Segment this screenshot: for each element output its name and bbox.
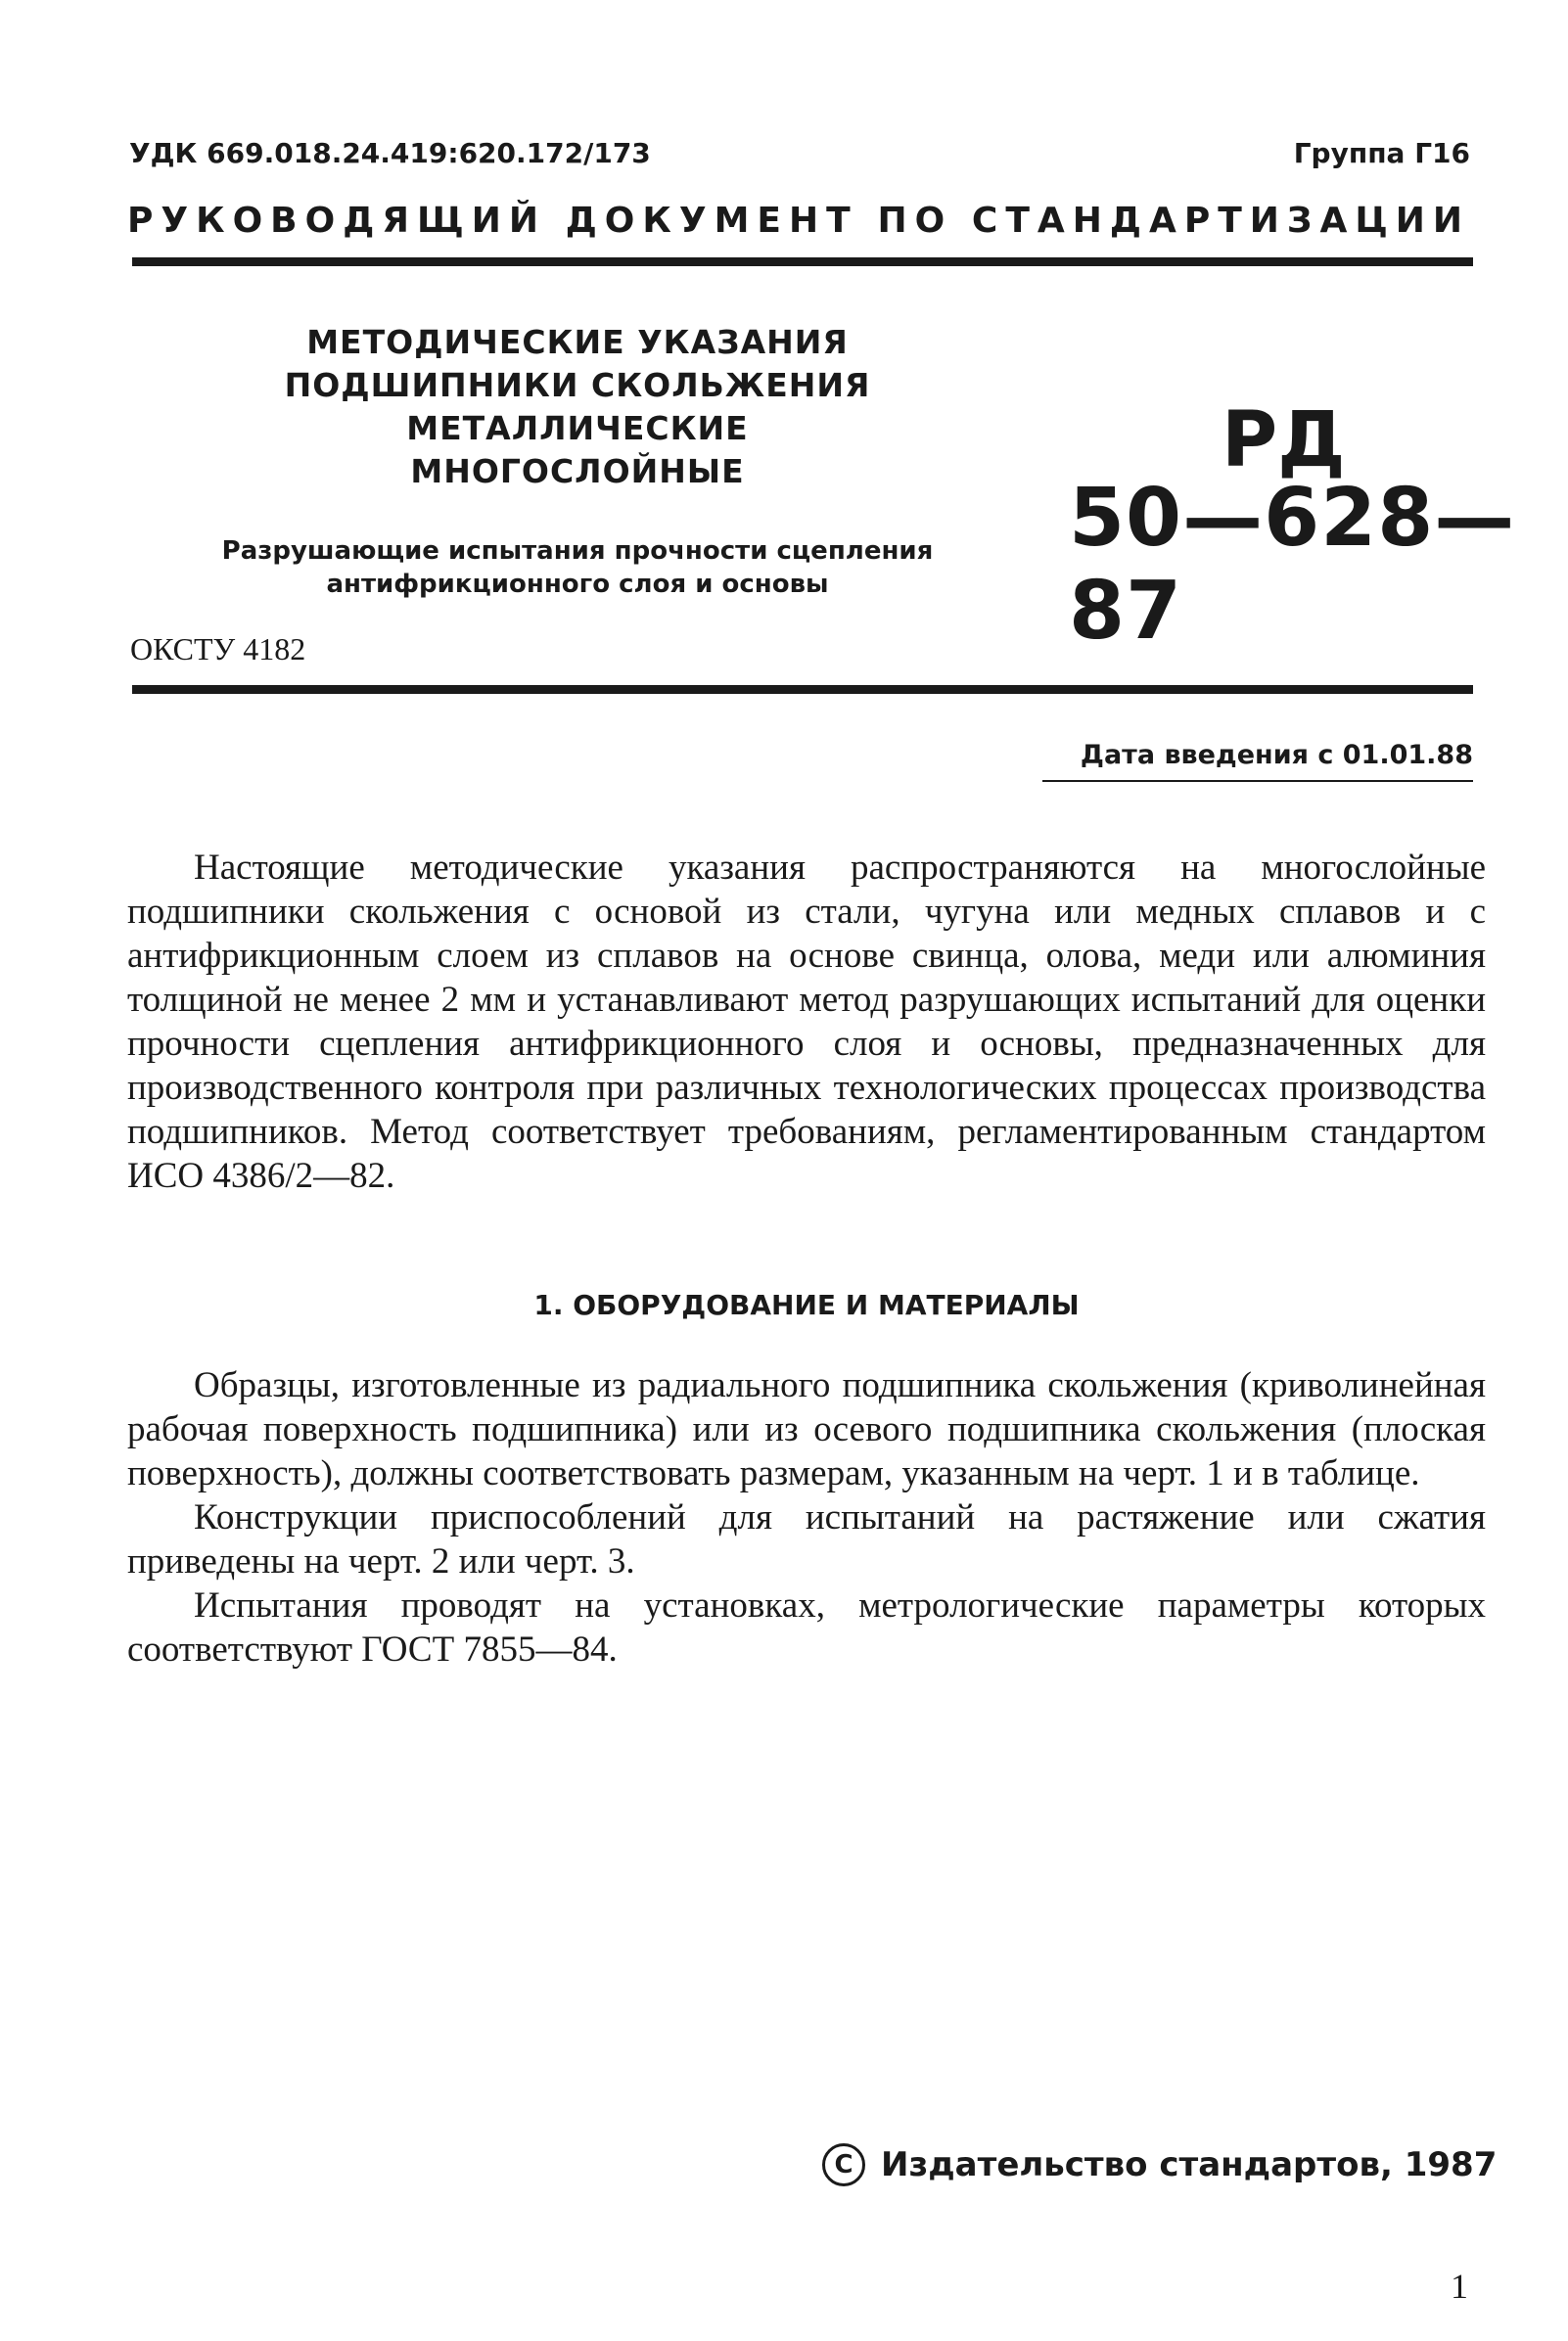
- banner-word: ПО: [877, 201, 953, 241]
- title-line: ПОДШИПНИКИ СКОЛЬЖЕНИЯ МЕТАЛЛИЧЕСКИЕ: [284, 366, 871, 447]
- group-code: Группа Г16: [1293, 137, 1470, 169]
- document-code-number: 50—628—87: [1069, 472, 1516, 658]
- copyright-icon: C: [822, 2143, 865, 2186]
- document-code-label: РД: [1222, 396, 1346, 484]
- title-divider: [132, 685, 1473, 694]
- title-line: МНОГОСЛОЙНЫЕ: [410, 452, 745, 490]
- banner-word: СТАНДАРТИЗАЦИИ: [971, 201, 1470, 241]
- section-paragraph: Испытания проводят на установках, метрологические параметры которых соответствуют ГОСТ 7855—84.: [127, 1585, 1486, 1670]
- effective-date: Дата введения с 01.01.88: [1042, 740, 1473, 782]
- top-divider: [132, 257, 1473, 266]
- section-heading: 1. ОБОРУДОВАНИЕ И МАТЕРИАЛЫ: [533, 1289, 1080, 1321]
- udk-code: УДК 669.018.24.419:620.172/173: [129, 137, 651, 169]
- intro-paragraph: Настоящие методические указания распространяются на многослойные подшипники скольжения с основой из стали, чугуна или медных сплавов и с антифрикционным слоем из сплавов на основе свинца, олова, меди или алюминия толщиной не менее 2 мм и устанавливают метод разрушающих испытаний для оценки прочности сцепления антифрикционного слоя и основы, предназначенных для производственного контроля при различных технологических процессах производства подшипников. Метод соответствует требованиям, регламентированным стандартом ИСО 4386/2—82.: [127, 848, 1486, 1196]
- banner-word: РУКОВОДЯЩИЙ: [127, 201, 546, 241]
- copyright-text: Издательство стандартов, 1987: [881, 2145, 1498, 2184]
- section-paragraph: Конструкции приспособлений для испытаний на растяжение или сжатия приведены на черт. 2 или черт. 3.: [127, 1497, 1486, 1582]
- banner-word: ДОКУМЕНТ: [565, 201, 858, 241]
- okstu-code: ОКСТУ 4182: [130, 631, 306, 666]
- subtitle: [127, 534, 1028, 601]
- copyright-line: [822, 2143, 1497, 2186]
- subtitle-line: Разрушающие испытания прочности сцепления: [221, 536, 934, 566]
- title-block: [127, 321, 1028, 601]
- section-body: [127, 1363, 1486, 1672]
- section-paragraph: Образцы, изготовленные из радиального подшипника скольжения (криволинейная рабочая поверхность подшипника) или из осевого подшипника скольжения (плоская поверхность), должны соответствовать размерам, указанным на черт. 1 и в таблице.: [127, 1365, 1486, 1493]
- page-number: 1: [1451, 2267, 1468, 2306]
- title-line: МЕТОДИЧЕСКИЕ УКАЗАНИЯ: [306, 323, 849, 361]
- subtitle-line: антифрикционного слоя и основы: [326, 570, 829, 599]
- document-type-banner: [127, 201, 1470, 241]
